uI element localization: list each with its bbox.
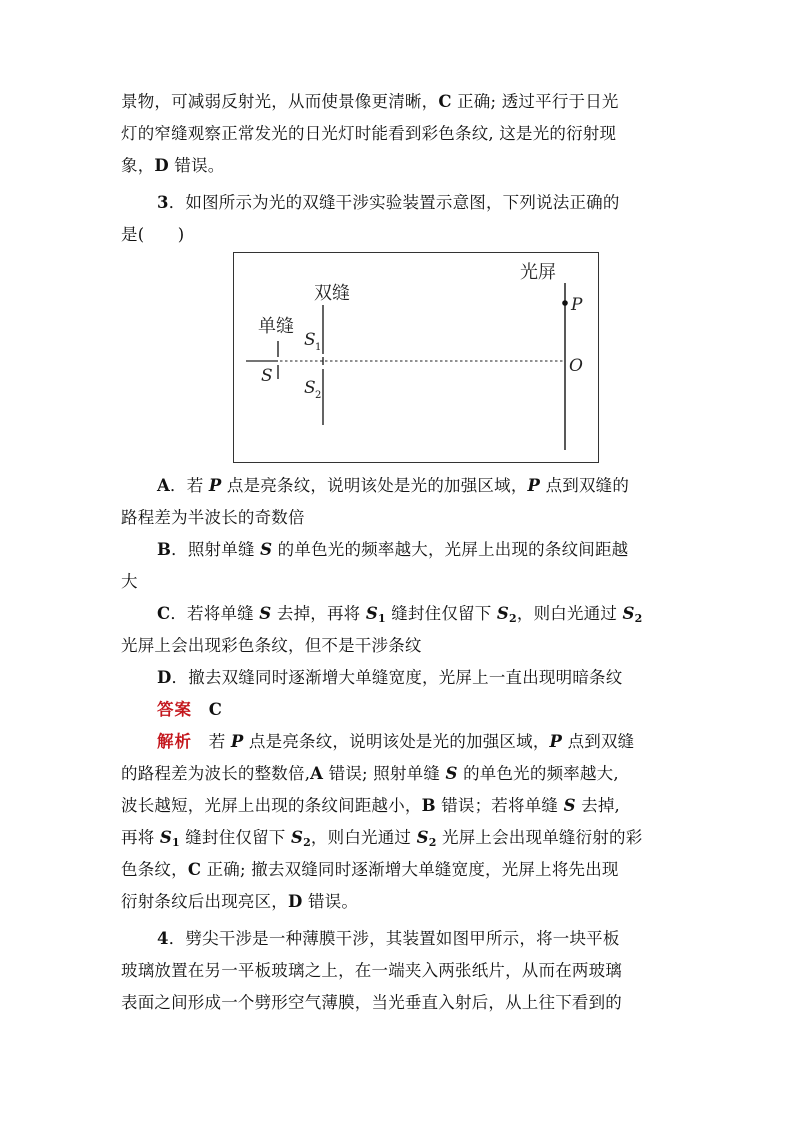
point-p-dot xyxy=(562,300,568,306)
text-run: 去掉，再将 xyxy=(271,604,366,623)
text-run: C xyxy=(187,860,202,879)
text-run: 若 xyxy=(208,732,231,751)
point-o-label: O xyxy=(569,356,583,376)
text-run: B xyxy=(421,796,436,815)
symbol-s2: S xyxy=(622,604,635,623)
text-run: 去掉 xyxy=(575,796,615,815)
text-run: D xyxy=(288,892,303,911)
double-slit-label: 双缝 xyxy=(314,283,350,304)
text-run: ．若将单缝 xyxy=(170,604,260,623)
analysis-label: 解析 xyxy=(157,732,192,751)
option-d xyxy=(157,668,622,688)
symbol-s1: S xyxy=(159,828,172,847)
question-text: 玻璃放置在另一平板玻璃之上，在一端夹入两张纸片，从而在两玻璃 xyxy=(121,961,622,980)
question-stem xyxy=(157,193,620,213)
subscript: 1 xyxy=(171,836,180,849)
text-run: 点是亮条纹，说明该处是光的加强区域， xyxy=(243,732,550,751)
text-run: 的单色光的频率越大，光屏上出现的条纹间距越 xyxy=(272,540,629,559)
text-run: 点到双缝 xyxy=(562,732,635,751)
double-slit-diagram xyxy=(233,252,599,463)
option-label: D xyxy=(157,668,172,687)
option-b xyxy=(157,540,628,560)
analysis-line xyxy=(121,828,642,848)
text-run: 再将 xyxy=(121,828,160,847)
symbol-p: P xyxy=(208,476,222,495)
text-run: 正确 xyxy=(451,92,491,111)
question-number: 3 xyxy=(157,193,169,212)
symbol-s2: S xyxy=(416,828,429,847)
text-run: , xyxy=(304,764,311,783)
symbol-s: S xyxy=(563,796,576,815)
text-run: ; xyxy=(240,860,252,879)
text-run: 照射单缝 xyxy=(373,764,446,783)
question-text: 表面之间形成一个劈形空气薄膜，当光垂直入射后，从上往下看到的 xyxy=(121,993,622,1012)
symbol-s1: S xyxy=(365,604,378,623)
text-run: 路程差为半波长的奇数倍 xyxy=(121,508,305,527)
analysis-line xyxy=(121,796,620,816)
text-run: 这是光的衍射现 xyxy=(499,124,617,143)
subscript: 1 xyxy=(377,612,386,625)
option-label: B xyxy=(157,540,172,559)
text-line xyxy=(121,156,224,176)
text-run: 衍射条纹后出现亮区， xyxy=(121,892,288,911)
point-p-label: P xyxy=(571,295,583,315)
symbol-s: S xyxy=(259,604,272,623)
option-a-cont xyxy=(121,508,305,528)
question-4-stem xyxy=(157,929,620,949)
analysis-line xyxy=(157,732,634,752)
text-run: 景物，可减弱反射光，从而使景像更清晰， xyxy=(121,92,439,111)
text-run: ．若 xyxy=(170,476,209,495)
text-run: 波长越短，光屏上出现的条纹间距越小， xyxy=(121,796,422,815)
symbol-s2: S xyxy=(290,828,304,847)
text-run: ，则白光通过 xyxy=(516,604,623,623)
text-run: 大 xyxy=(121,572,138,591)
point-s-label: S xyxy=(261,366,273,386)
subscript: 2 xyxy=(428,836,437,849)
text-run: , xyxy=(613,764,619,783)
text-run: ; xyxy=(490,92,502,111)
text-run: 色条纹， xyxy=(121,860,188,879)
text-run: 缝封住仅留下 xyxy=(179,828,291,847)
question-stem-cont xyxy=(121,225,184,245)
symbol-p: P xyxy=(549,732,563,751)
text-run: 光屏上会出现彩色条纹，但不是干涉条纹 xyxy=(121,636,422,655)
question-text: ．如图所示为光的双缝干涉实验装置示意图，下列说法正确的 xyxy=(168,193,620,212)
question-text: ．劈尖干涉是一种薄膜干涉，其装置如图甲所示，将一块平板 xyxy=(168,929,620,948)
single-slit-label: 单缝 xyxy=(258,316,294,337)
text-run: ; xyxy=(362,764,374,783)
symbol-s: S xyxy=(445,764,458,783)
text-run: 撤去双缝同时逐渐增大单缝宽度，光屏上将先出现 xyxy=(251,860,619,879)
s1-label: S xyxy=(304,330,316,350)
text-run: 缝封住仅留下 xyxy=(385,604,497,623)
text-run: 错误。 xyxy=(168,156,225,175)
text-run: , xyxy=(488,124,500,143)
text-run: 象， xyxy=(121,156,155,175)
question-4-stem-cont xyxy=(121,961,622,981)
diagram-svg xyxy=(234,253,600,464)
option-c-cont xyxy=(121,636,422,656)
s1-subscript: 1 xyxy=(315,342,322,353)
text-run: 的路程差为波长的整数倍 xyxy=(121,764,305,783)
option-label: A xyxy=(157,476,171,495)
text-run: ．撤去双缝同时逐渐增大单缝宽度，光屏上一直出现明暗条纹 xyxy=(171,668,623,687)
analysis-line xyxy=(121,860,619,880)
screen-label: 光屏 xyxy=(520,262,556,283)
text-run: 错误 xyxy=(323,764,363,783)
text-run: ．照射单缝 xyxy=(171,540,261,559)
analysis-line xyxy=(121,764,619,784)
text-run: 透过平行于日光 xyxy=(501,92,619,111)
text-run: 正确 xyxy=(201,860,241,879)
answer-label: 答案 xyxy=(157,700,192,719)
option-c xyxy=(157,604,643,624)
text-line xyxy=(121,92,619,112)
text-run: 光屏上会出现单缝衍射的彩 xyxy=(436,828,643,847)
text-run: A xyxy=(310,764,324,783)
symbol-s: S xyxy=(260,540,273,559)
text-run: ，则白光通过 xyxy=(310,828,417,847)
text-run: D xyxy=(154,156,169,175)
text-line xyxy=(121,124,616,144)
text-run: 点是亮条纹，说明该处是光的加强区域， xyxy=(221,476,528,495)
option-b-cont xyxy=(121,572,138,592)
question-number: 4 xyxy=(157,929,169,948)
answer-value: C xyxy=(208,700,223,719)
subscript: 2 xyxy=(634,612,643,625)
text-run: 的单色光的频率越大 xyxy=(457,764,614,783)
option-label: C xyxy=(157,604,171,623)
subscript: 2 xyxy=(509,612,517,625)
option-a xyxy=(157,476,629,496)
question-text: 是( ) xyxy=(121,225,185,244)
text-run: 错误。 xyxy=(302,892,359,911)
text-run: , xyxy=(614,796,620,815)
text-run: 点到双缝的 xyxy=(540,476,630,495)
subscript: 2 xyxy=(303,836,311,849)
analysis-line xyxy=(121,892,358,912)
answer-line xyxy=(157,700,222,720)
text-run: C xyxy=(438,92,452,111)
text-run: 灯的窄缝观察正常发光的日光灯时能看到彩色条纹 xyxy=(121,124,489,143)
text-run: 错误；若将单缝 xyxy=(435,796,564,815)
s2-label: S xyxy=(304,378,316,398)
question-4-stem-cont xyxy=(121,993,622,1013)
symbol-p: P xyxy=(230,732,244,751)
symbol-p: P xyxy=(527,476,541,495)
symbol-s2: S xyxy=(496,604,510,623)
s2-subscript: 2 xyxy=(315,390,322,401)
